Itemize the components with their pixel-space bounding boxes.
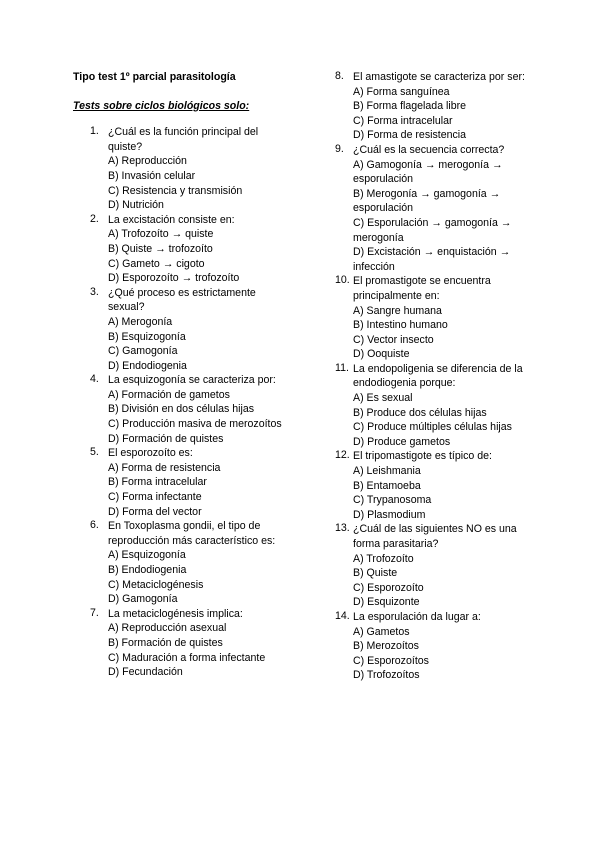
question-text: El promastigote se encuentra principalmente en:: [353, 275, 491, 302]
answer-option: D) Fecundación: [108, 666, 183, 679]
answer-options: [108, 461, 288, 519]
question-list-left: [73, 125, 288, 680]
answer-option: B) Formación de quistes: [108, 636, 223, 649]
question-text: La endopoligenia se diferencia de la endodiogenia porque:: [353, 362, 523, 390]
question-number: 3.: [90, 285, 99, 298]
question-text: ¿Cuál es la secuencia correcta?: [353, 143, 505, 156]
question-item: [335, 274, 535, 362]
answer-option: C) Forma intracelular: [353, 114, 453, 127]
answer-option: B) Invasión celular: [108, 169, 196, 182]
right-column: [335, 70, 535, 683]
answer-option: C) Gameto → cigoto: [108, 257, 205, 270]
answer-option: A) Trofozoíto → quiste: [108, 228, 214, 241]
question-text: La esporulación da lugar a:: [353, 610, 481, 623]
question-text: ¿Cuál de las siguientes NO es una forma parasitaria?: [353, 523, 517, 550]
question-text: El tripomastigote es típico de:: [353, 450, 492, 463]
answer-option: D) Esporozoíto → trofozoíto: [108, 272, 240, 285]
answer-option: D) Nutrición: [108, 199, 164, 212]
question-text: En Toxoplasma gondii, el tipo de reproducción más característico es:: [108, 520, 276, 547]
question-number: 11.: [335, 361, 349, 374]
answer-option: C) Producción masiva de merozoítos: [108, 418, 282, 431]
answer-option: A) Gamogonía → merogonía → esporulación: [353, 158, 503, 186]
question-item: [73, 213, 288, 286]
question-number: 10.: [335, 274, 350, 287]
answer-option: A) Reproducción: [108, 155, 187, 168]
question-item: [335, 610, 535, 683]
question-item: [73, 373, 288, 446]
answer-option: A) Reproducción asexual: [108, 622, 227, 635]
answer-options: [353, 625, 535, 683]
answer-option: C) Resistencia y transmisión: [108, 184, 243, 197]
question-number: 8.: [335, 70, 344, 82]
question-number: 4.: [90, 373, 99, 386]
answer-option: D) Esquizonte: [353, 596, 420, 609]
question-list-right: [335, 70, 535, 683]
question-item: [73, 125, 288, 213]
question-number: 1.: [90, 125, 99, 138]
answer-option: D) Forma del vector: [108, 505, 202, 518]
answer-option: D) Excistación → enquistación → infección: [353, 246, 511, 273]
question-text: ¿Cuál es la función principal del quiste?: [108, 126, 259, 153]
answer-option: C) Gamogonía: [108, 345, 178, 358]
answer-option: A) Leishmania: [353, 465, 421, 478]
answer-options: [108, 315, 288, 373]
question-text: ¿Qué proceso es estrictamente sexual?: [108, 286, 256, 314]
question-number: 6.: [90, 519, 99, 532]
answer-option: D) Endodiogenia: [108, 359, 187, 372]
answer-option: A) Trofozoíto: [353, 552, 414, 565]
answer-option: D) Forma de resistencia: [353, 129, 467, 142]
question-number: 5.: [90, 446, 99, 459]
answer-option: A) Merogonía: [108, 315, 173, 328]
question-number: 13.: [335, 522, 350, 535]
answer-option: C) Esporozoítos: [353, 654, 429, 667]
answer-option: C) Forma infectante: [108, 491, 202, 504]
answer-options: [353, 85, 535, 143]
answer-option: B) Produce dos células hijas: [353, 406, 487, 419]
question-item: [335, 449, 535, 522]
answer-options: [353, 158, 535, 275]
answer-option: C) Produce múltiples células hijas: [353, 421, 512, 434]
question-number: 7.: [90, 606, 99, 619]
question-text: El esporozoíto es:: [108, 447, 193, 460]
answer-option: B) Entamoeba: [353, 479, 421, 492]
answer-options: [108, 621, 288, 679]
answer-option: C) Esporozoíto: [353, 581, 424, 594]
question-text: La metaciclogénesis implica:: [108, 607, 243, 620]
answer-option: A) Esquizogonía: [108, 549, 186, 562]
answer-option: B) Quiste → trofozoíto: [108, 242, 213, 255]
answer-options: [108, 227, 288, 285]
left-column: [73, 70, 288, 680]
answer-option: D) Ooquiste: [353, 348, 410, 361]
document-title: Tipo test 1º parcial parasitología: [73, 71, 236, 83]
answer-options: [108, 388, 288, 446]
answer-options: [353, 464, 535, 522]
question-item: [73, 286, 288, 374]
answer-options: [108, 154, 288, 212]
answer-option: D) Plasmodium: [353, 508, 426, 521]
question-number: 9.: [335, 142, 344, 155]
answer-option: A) Formación de gametos: [108, 388, 230, 401]
answer-option: D) Trofozoítos: [353, 669, 420, 682]
section-heading: Tests sobre ciclos biológicos solo:: [73, 99, 250, 112]
answer-option: B) Forma flagelada libre: [353, 100, 467, 113]
answer-option: C) Trypanosoma: [353, 494, 432, 507]
answer-option: B) Intestino humano: [353, 319, 448, 332]
answer-option: A) Forma sanguínea: [353, 85, 450, 98]
answer-option: B) Merogonía → gamogonía → esporulación: [353, 187, 501, 215]
question-item: [335, 70, 535, 143]
answer-option: B) Quiste: [353, 567, 398, 580]
answer-option: A) Forma de resistencia: [108, 461, 221, 474]
question-number: 12.: [335, 449, 350, 462]
answer-option: B) Forma intracelular: [108, 476, 207, 489]
answer-options: [353, 391, 535, 449]
answer-option: B) Esquizogonía: [108, 330, 186, 343]
question-item: [335, 362, 535, 450]
answer-option: A) Es sexual: [353, 392, 413, 405]
question-number: 2.: [90, 212, 99, 225]
answer-option: D) Produce gametos: [353, 435, 451, 448]
answer-option: A) Sangre humana: [353, 304, 442, 317]
answer-options: [353, 552, 535, 610]
answer-option: C) Vector insecto: [353, 333, 434, 346]
question-text: El amastigote se caracteriza por ser:: [353, 71, 525, 83]
question-number: 14.: [335, 609, 350, 622]
answer-option: A) Gametos: [353, 625, 410, 638]
question-item: [335, 522, 535, 610]
answer-option: B) Merozoítos: [353, 640, 419, 653]
answer-option: D) Gamogonía: [108, 593, 178, 606]
question-item: [73, 446, 288, 519]
answer-options: [353, 304, 535, 362]
answer-option: D) Formación de quistes: [108, 432, 224, 445]
answer-option: C) Metaciclogénesis: [108, 578, 204, 591]
answer-option: C) Esporulación → gamogonía → merogonía: [353, 216, 512, 244]
question-item: [73, 519, 288, 607]
question-text: La excistación consiste en:: [108, 213, 235, 226]
answer-option: B) Endodiogenia: [108, 564, 187, 576]
question-text: La esquizogonía se caracteriza por:: [108, 374, 276, 387]
question-item: [73, 607, 288, 680]
answer-option: C) Maduración a forma infectante: [108, 651, 266, 664]
question-item: [335, 143, 535, 274]
answer-options: [108, 548, 288, 606]
answer-option: B) División en dos células hijas: [108, 403, 255, 416]
